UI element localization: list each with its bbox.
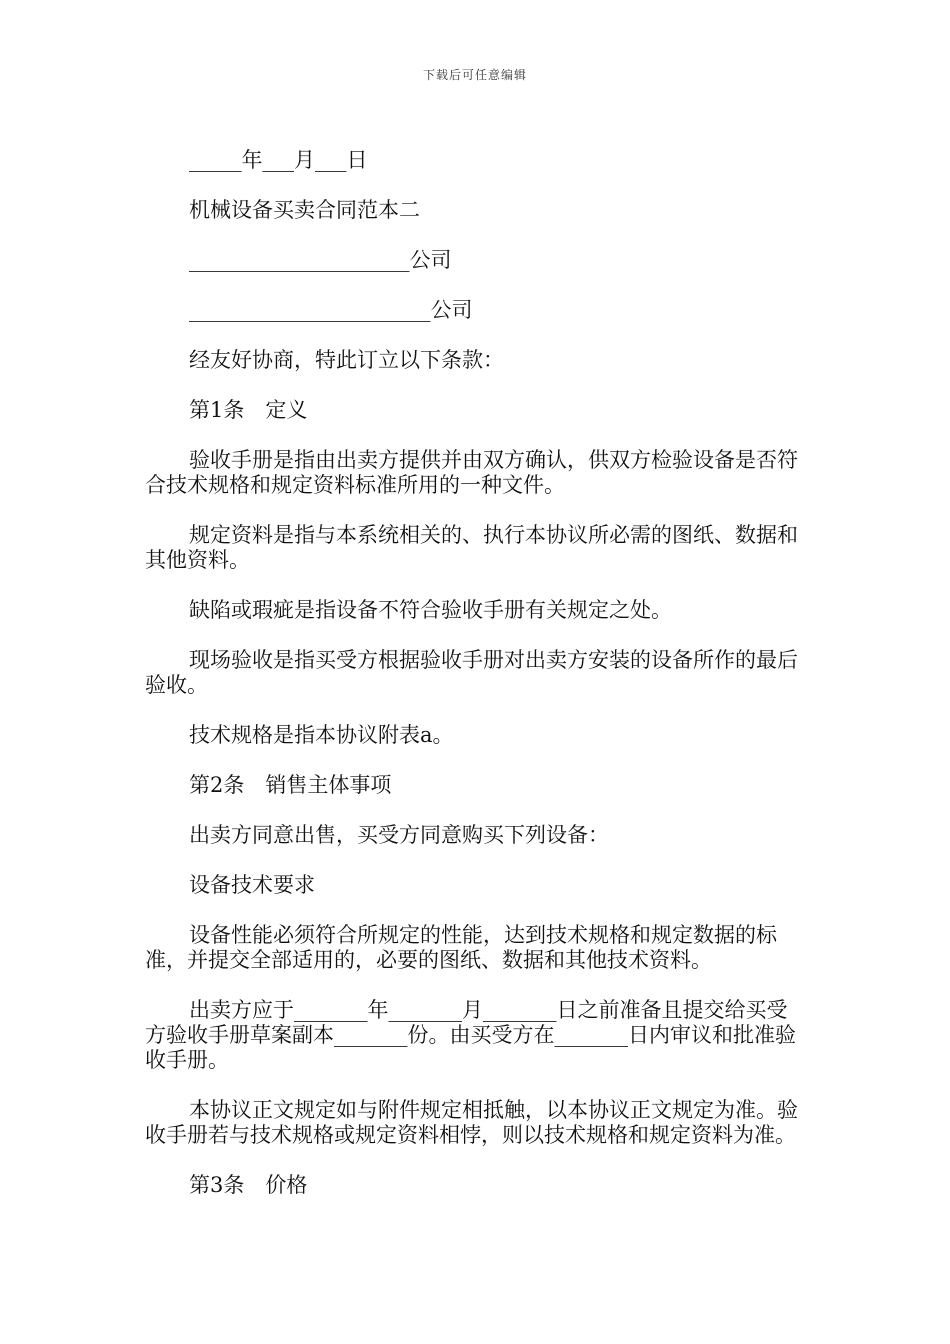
party-a-company: _____________________公司 xyxy=(189,248,452,272)
manual-submission-clause: 出卖方应于_______年_______月_______日之前准备且提交给买受方验收手册草案副本_______份。由买受方在_______日内审议和批准验收手册。 xyxy=(145,998,796,1072)
precedence-clause: 本协议正文规定如与附件规定相抵触，以本协议正文规定为准。验收手册若与技术规格或规定资料相悖，则以技术规格和规定资料为准。 xyxy=(145,1098,798,1147)
article-3-heading: 第3条 价格 xyxy=(189,1173,308,1197)
document-body xyxy=(145,148,805,1223)
definition-specified-materials: 规定资料是指与本系统相关的、执行本协议所必需的图纸、数据和其他资料。 xyxy=(145,523,798,572)
article-2-heading: 第2条 销售主体事项 xyxy=(189,773,392,797)
party-b-company: _______________________公司 xyxy=(189,298,473,322)
page-header-note: 下载后可任意编辑 xyxy=(422,68,527,82)
preamble: 经友好协商，特此订立以下条款： xyxy=(189,348,504,372)
article-1-heading: 第1条 定义 xyxy=(189,398,308,422)
document-title: 机械设备买卖合同范本二 xyxy=(189,198,420,222)
definition-technical-specs: 技术规格是指本协议附表a。 xyxy=(189,723,454,747)
sale-agreement-clause: 出卖方同意出售，买受方同意购买下列设备： xyxy=(189,823,609,847)
definition-defects: 缺陷或瑕疵是指设备不符合验收手册有关规定之处。 xyxy=(189,598,672,622)
equipment-tech-requirements-heading: 设备技术要求 xyxy=(189,873,315,897)
definition-acceptance-manual: 验收手册是指由出卖方提供并由双方确认，供双方检验设备是否符合技术规格和规定资料标准所用的一种文件。 xyxy=(145,448,798,497)
date-line: _____年___月___日 xyxy=(189,148,368,172)
performance-clause: 设备性能必须符合所规定的性能，达到技术规格和规定数据的标准，并提交全部适用的，必要的图纸、数据和其他技术资料。 xyxy=(145,923,777,972)
definition-site-acceptance: 现场验收是指买受方根据验收手册对出卖方安装的设备所作的最后验收。 xyxy=(145,648,798,697)
